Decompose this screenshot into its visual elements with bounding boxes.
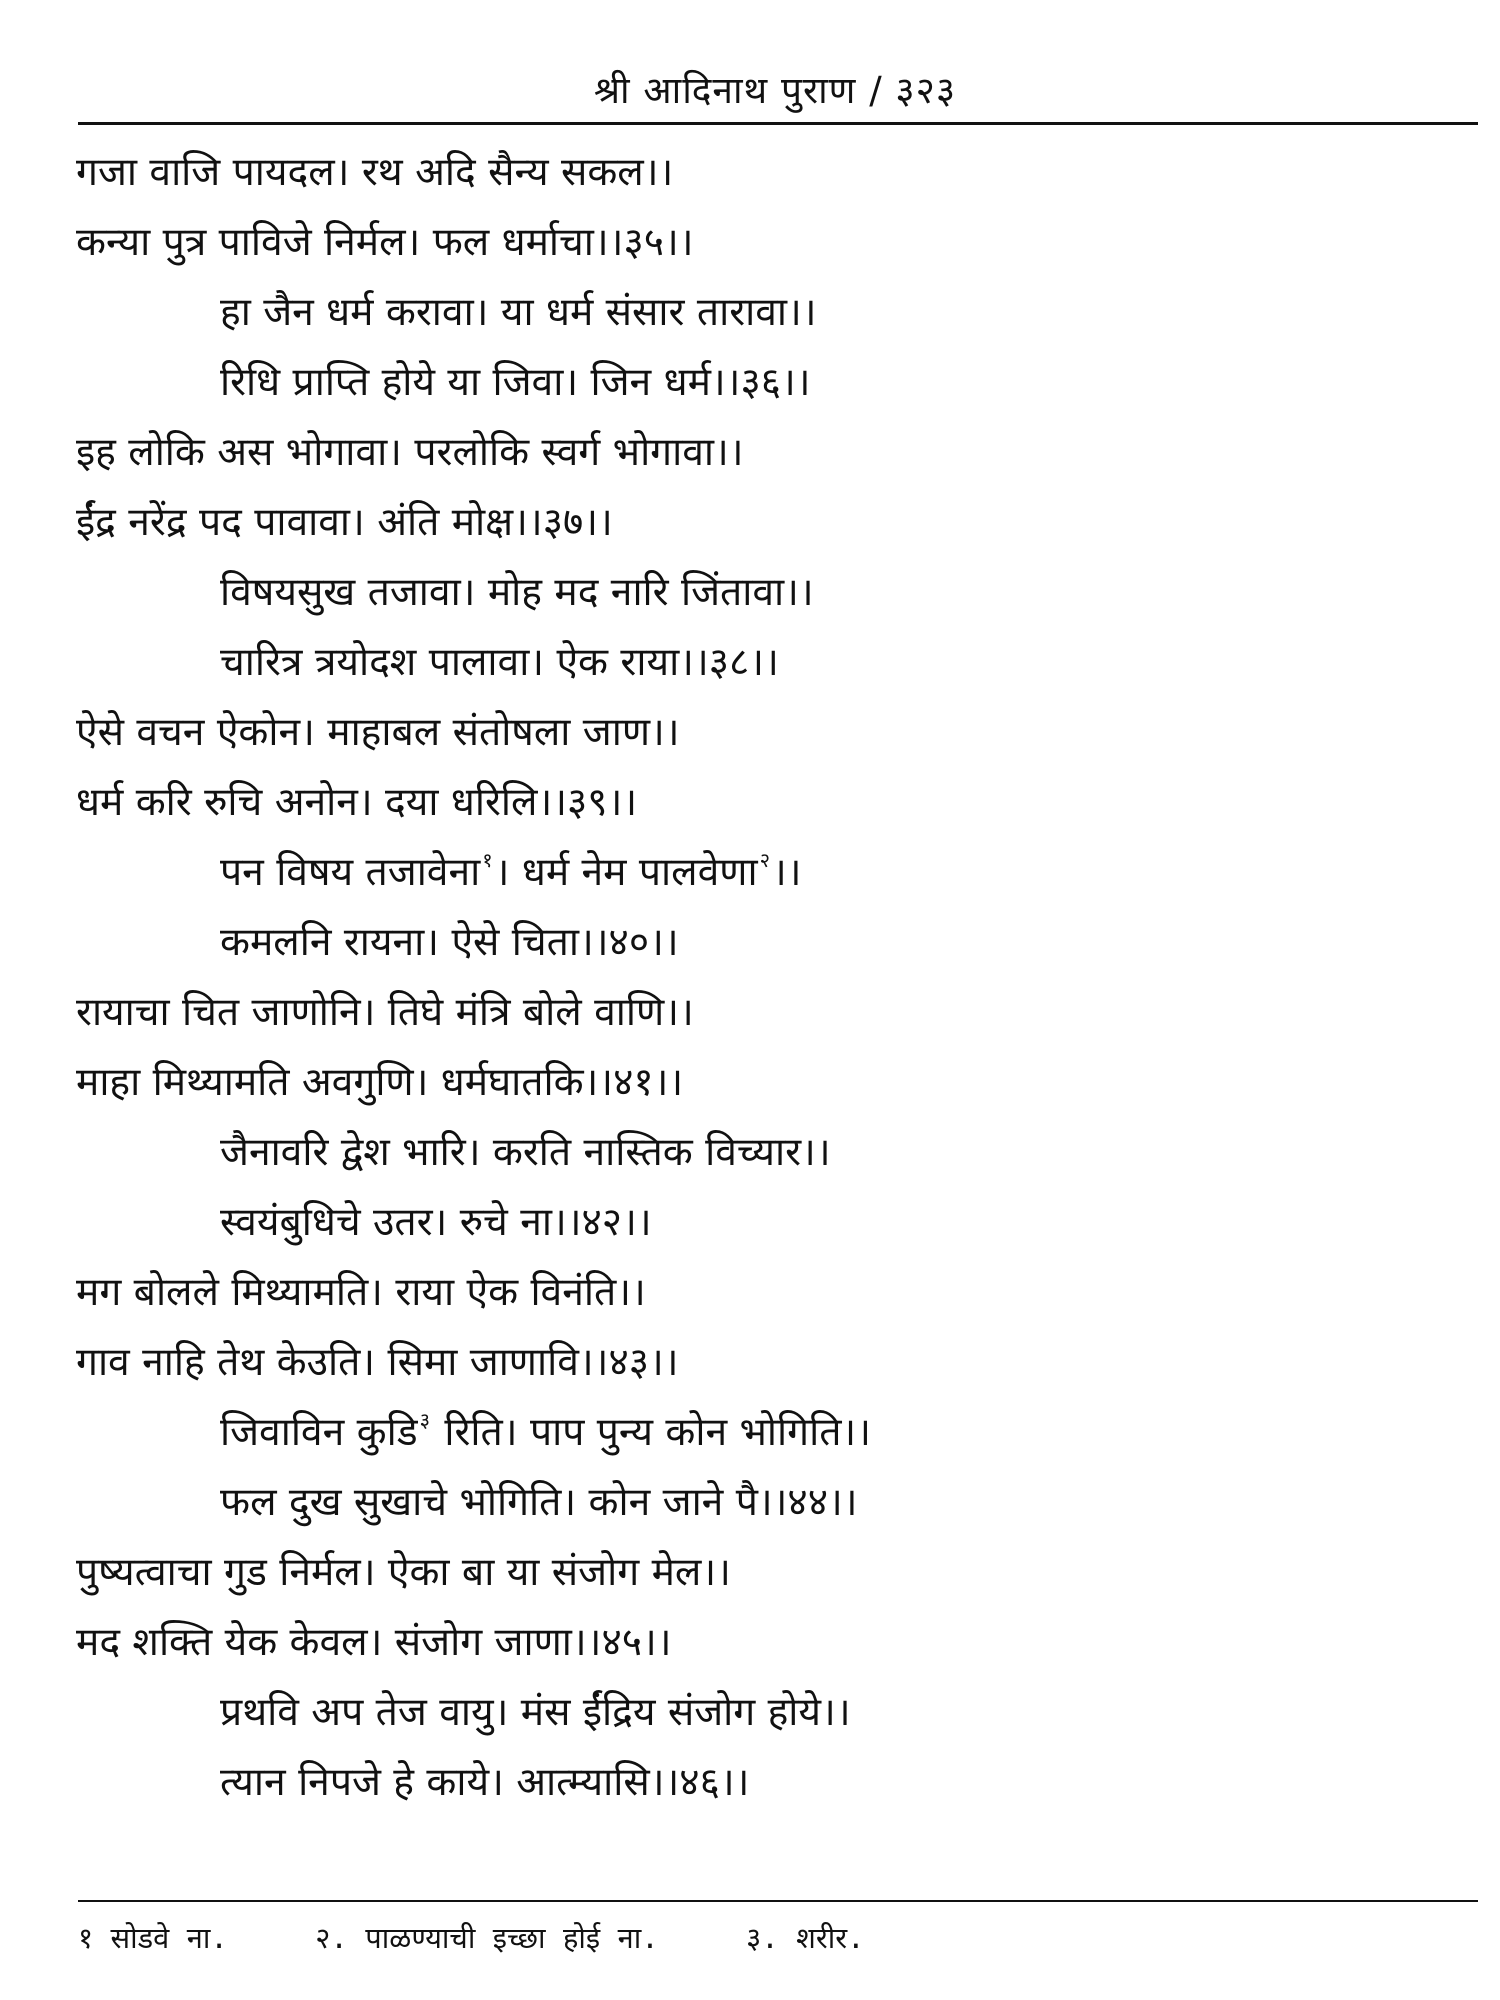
verse-line-22: मद शक्ति येक केवल। संजोग जाणा।।४५।। xyxy=(76,1620,672,1665)
verse-line-2: कन्या पुत्र पाविजे निर्मल। फल धर्माचा।।३५।। xyxy=(76,220,694,265)
verse-line-19-part-2: रिति। पाप पुन्य कोन भोगिति।। xyxy=(431,1410,871,1455)
verse-line-16: स्वयंबुधिचे उतर। रुचे ना।।४२।। xyxy=(220,1200,652,1245)
verse-line-19 xyxy=(76,1398,1476,1468)
running-header: श्री आदिनाथ पुराण / ३२३ xyxy=(593,69,957,112)
verse-line-13: रायाचा चित जाणोनि। तिघे मंत्रि बोले वाणि।। xyxy=(76,990,694,1035)
footnote-3: ३. शरीर. xyxy=(746,1921,865,1955)
footnote-ref-3: ३ xyxy=(419,1408,430,1432)
verse-line-7: विषयसुख तजावा। मोह मद नारि जिंतावा।। xyxy=(220,570,814,615)
verse-line-3: हा जैन धर्म करावा। या धर्म संसार तारावा।। xyxy=(220,290,817,335)
verse-line-21: पुष्यत्वाचा गुड निर्मल। ऐका बा या संजोग मेल।। xyxy=(76,1550,731,1595)
verse-line-11-part-2: । धर्म नेम पालवेणा xyxy=(494,850,758,895)
verse-line-20: फल दुख सुखाचे भोगिति। कोन जाने पै।।४४।। xyxy=(220,1480,858,1525)
verse-line-23: प्रथवि अप तेज वायु। मंस ईंद्रिय संजोग होये।। xyxy=(220,1690,851,1735)
verse-line-17: मग बोलले मिथ्यामति। राया ऐक विनंति।। xyxy=(76,1270,646,1315)
verse-line-11 xyxy=(76,838,1476,908)
verse-line-10: धर्म करि रुचि अनोन। दया धरिलि।।३९।। xyxy=(76,780,638,825)
footnote-2: २. पाळण्याची इच्छा होई ना. xyxy=(315,1921,659,1955)
verse-line-12: कमलनि रायना। ऐसे चिता।।४०।। xyxy=(220,920,679,965)
verse-line-8: चारित्र त्रयोदश पालावा। ऐक राया।।३८।। xyxy=(220,640,779,685)
verse-line-15: जैनावरि द्वेश भारि। करति नास्तिक विच्यार।। xyxy=(220,1130,831,1175)
header-rule xyxy=(78,122,1478,125)
verse-line-11-part-1: पन विषय तजावेना xyxy=(220,850,481,895)
verse-line-24: त्यान निपजे हे काये। आत्म्यासि।।४६।। xyxy=(220,1760,750,1805)
footnote-1: १ सोडवे ना. xyxy=(78,1921,228,1955)
verse-line-19-part-1: जिवाविन कुडि xyxy=(220,1410,418,1455)
verse-line-11-part-3: ।। xyxy=(772,850,802,895)
verse-line-14: माहा मिथ्यामति अवगुणि। धर्मघातकि।।४१।। xyxy=(76,1060,684,1105)
verse-line-9: ऐसे वचन ऐकोन। माहाबल संतोषला जाण।। xyxy=(76,710,680,755)
footnote-rule xyxy=(78,1900,1478,1902)
footnote-ref-1: १ xyxy=(482,848,493,872)
verse-line-6: ईंद्र नरेंद्र पद पावावा। अंति मोक्ष।।३७।। xyxy=(76,500,613,545)
verse-line-18: गाव नाहि तेथ केउति। सिमा जाणावि।।४३।। xyxy=(76,1340,679,1385)
verse-line-5: इह लोकि अस भोगावा। परलोकि स्वर्ग भोगावा।। xyxy=(76,430,744,475)
verse-block xyxy=(76,138,1476,1818)
footnote-ref-2: २ xyxy=(759,848,770,872)
verse-line-4: रिधि प्राप्ति होये या जिवा। जिन धर्म।।३६।। xyxy=(220,360,811,405)
verse-line-1: गजा वाजि पायदल। रथ अदि सैन्य सकल।। xyxy=(76,150,674,195)
footnotes xyxy=(78,1918,1478,1958)
